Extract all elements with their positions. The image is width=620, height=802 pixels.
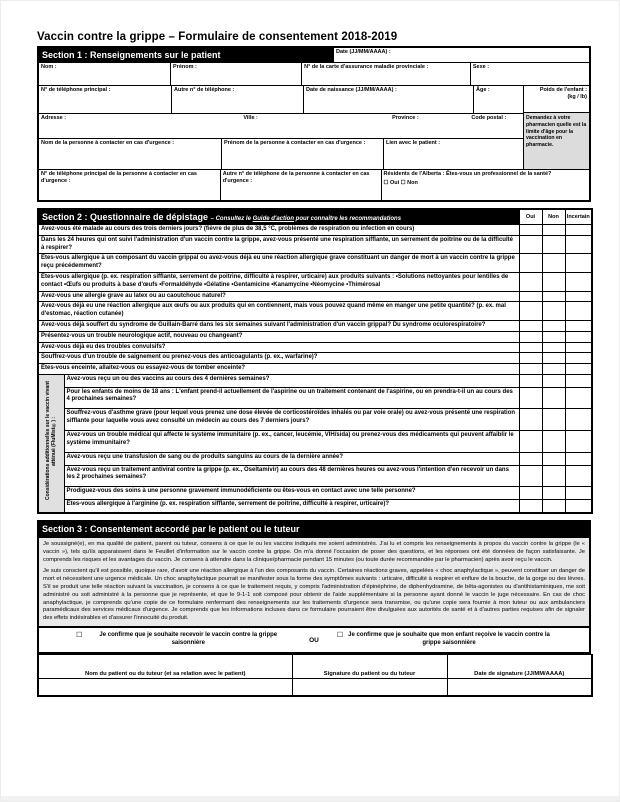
checkbox-child-icon[interactable]: ☐ bbox=[336, 632, 344, 640]
signature-label: Signature du patient ou du tuteur bbox=[292, 655, 447, 679]
question-text: Avez-vous déjà eu une réaction allergique aux œufs ou aux produits qui en contiennent, mais vous pouvez quand même en manger une petite quantité? (p. ex. mal d'estomac, réaction cutanée) bbox=[38, 302, 519, 321]
other-phone-field[interactable]: Autre n° de téléphone : bbox=[171, 86, 303, 113]
patient-name-label: Nom du patient ou du tuteur (et sa relation avec le patient) bbox=[38, 655, 292, 679]
question-row bbox=[38, 364, 592, 375]
consent-paragraph-1: Je soussigné(e), en ma qualité de patient, parent ou tuteur, consens à ce que le ou les vaccins indiqués me soient administrés. J'ai lu et compris les renseignements à propos du vaccin contre la grippe (le « vaccin »), tels qu'ils apparaissent dans le Feuillet d'information sur le vaccin contre la grippe. On m'a donné l'occasion de poser des questions, et les réponses ont été données de façon satisfaisante. Je comprends les risques et les avantages du vaccin. Je consens à attendre dans la clinique/pharmacie pendant 15 minutes (ou toute durée recommandée par le pharmacien) après avoir reçu le vaccin. bbox=[43, 540, 585, 563]
answer-cell-incertain[interactable] bbox=[565, 374, 592, 387]
address-field[interactable]: Adresse : bbox=[41, 115, 67, 121]
answer-cell-non[interactable] bbox=[542, 353, 565, 364]
answer-cell-oui[interactable] bbox=[519, 409, 542, 431]
answer-cell-incertain[interactable] bbox=[565, 291, 592, 302]
signature-input[interactable] bbox=[292, 679, 447, 696]
address-row-cell[interactable] bbox=[39, 114, 523, 138]
answer-cell-incertain[interactable] bbox=[565, 331, 592, 342]
answer-cell-oui[interactable] bbox=[519, 254, 542, 273]
section2-title: Section 2 : Questionnaire de dépistage – Consultez le Guide d'action pour connaître les recommandations bbox=[38, 209, 519, 225]
answer-cell-incertain[interactable] bbox=[565, 272, 592, 291]
question-row bbox=[38, 431, 592, 453]
question-row bbox=[38, 453, 592, 466]
answer-cell-oui[interactable] bbox=[519, 431, 542, 453]
section1-title: Section 1 : Renseignements sur le patient bbox=[39, 48, 333, 62]
answer-cell-incertain[interactable] bbox=[565, 364, 592, 375]
row-identity bbox=[39, 62, 589, 85]
consent-text-block bbox=[37, 538, 591, 628]
flumist-rotated-label: Considérations additionnelles sur le vaccin vivant atténué (FluMist®) : bbox=[38, 374, 64, 513]
answer-cell-non[interactable] bbox=[542, 320, 565, 331]
section3-title: Section 3 : Consentement accordé par le patient ou le tuteur bbox=[37, 520, 591, 538]
date-field[interactable]: Date (JJ/MM/AAAA) : bbox=[333, 48, 589, 62]
consent-child-label: Je confirme que je souhaite que mon enfant reçoive le vaccin contre la grippe saisonnière bbox=[348, 632, 550, 647]
page-title: Vaccin contre la grippe – Formulaire de consentement 2018-2019 bbox=[37, 31, 398, 43]
question-text: Pour les enfants de moins de 18 ans : L'enfant prend-il actuellement de l'aspirine ou un traitement contenant de l'aspirine, ou en prendra-t-il un au cours des 4 prochaines semaines? bbox=[64, 387, 519, 409]
answer-cell-oui[interactable] bbox=[519, 465, 542, 487]
emergency-name-field[interactable]: Nom de la personne à contacter en cas d'urgence : bbox=[41, 140, 175, 146]
answer-cell-non[interactable] bbox=[542, 465, 565, 487]
or-label: OU bbox=[309, 636, 319, 644]
patient-name-input[interactable] bbox=[38, 679, 292, 696]
signature-table bbox=[37, 654, 593, 697]
main-phone-field[interactable]: N° de téléphone principal : bbox=[41, 87, 111, 93]
column-header-non: Non bbox=[542, 209, 565, 225]
question-text: Prodiguez-vous des soins à une personne gravement immunodéficiente ou êtes-vous en contact avec une telle personne? bbox=[64, 487, 519, 500]
question-text: Êtes-vous enceinte, allaitez-vous ou essayez-vous de tomber enceinte? bbox=[38, 364, 519, 375]
question-row bbox=[38, 291, 592, 302]
question-text: Avez-vous déjà souffert du syndrome de Guillain-Barré dans les six semaines suivant l'administration d'un vaccin grippal? Du syndrome oculorespiratoire? bbox=[38, 320, 519, 331]
question-row bbox=[38, 254, 592, 273]
question-text: Avez-vous une allergie grave au latex ou au caoutchouc naturel? bbox=[38, 291, 519, 302]
question-row bbox=[38, 272, 592, 291]
question-row bbox=[38, 500, 592, 513]
guide-action-link[interactable]: Guide d'action bbox=[252, 216, 295, 222]
answer-cell-incertain[interactable] bbox=[565, 320, 592, 331]
answer-cell-incertain[interactable] bbox=[565, 500, 592, 513]
column-header-incertain: Incertain bbox=[565, 209, 592, 225]
row-emergency-contact bbox=[39, 138, 523, 169]
answer-cell-oui[interactable] bbox=[519, 291, 542, 302]
answer-cell-incertain[interactable] bbox=[565, 409, 592, 431]
answer-cell-non[interactable] bbox=[542, 302, 565, 321]
signature-date-label: Date de signature (JJ/MM/AAAA) bbox=[447, 655, 592, 679]
row-phones bbox=[39, 86, 523, 113]
answer-cell-non[interactable] bbox=[542, 409, 565, 431]
question-row bbox=[38, 465, 592, 487]
pharmacy-age-note: Demandez à votre pharmacien quelle est la limite d'âge pour la vaccination en pharmacie. bbox=[524, 113, 589, 169]
consent-self-label: Je confirme que je souhaite recevoir le vaccin contre la grippe saisonnière bbox=[99, 632, 278, 647]
answer-cell-incertain[interactable] bbox=[565, 487, 592, 500]
question-text: Avez-vous reçu un ou des vaccins au cours des 4 dernières semaines? bbox=[64, 374, 519, 387]
answer-cell-non[interactable] bbox=[542, 225, 565, 236]
answer-cell-oui[interactable] bbox=[519, 453, 542, 466]
answer-cell-oui[interactable] bbox=[519, 272, 542, 291]
answer-cell-oui[interactable] bbox=[519, 353, 542, 364]
signature-date-input[interactable] bbox=[447, 679, 592, 696]
answer-cell-incertain[interactable] bbox=[565, 342, 592, 353]
question-text: Dans les 24 heures qui ont suivi l'administration d'un vaccin contre la grippe, avez-vous présenté une respiration sifflante, un serrement de poitrine ou de la difficulté à respirer? bbox=[38, 235, 519, 254]
row-address bbox=[39, 113, 523, 138]
consent-option-self[interactable] bbox=[76, 632, 291, 648]
health-card-field[interactable]: N° de la carte d'assurance maladie provinciale : bbox=[301, 63, 470, 85]
section3-consent bbox=[37, 520, 591, 697]
answer-cell-non[interactable] bbox=[542, 342, 565, 353]
section1-header-row bbox=[39, 48, 589, 62]
answer-cell-oui[interactable] bbox=[519, 342, 542, 353]
answer-cell-oui[interactable] bbox=[519, 331, 542, 342]
answer-cell-non[interactable] bbox=[542, 272, 565, 291]
answer-cell-non[interactable] bbox=[542, 291, 565, 302]
answer-cell-non[interactable] bbox=[542, 254, 565, 273]
alberta-yes-no-checkboxes[interactable]: ☐ Oui ☐ Non bbox=[383, 179, 418, 186]
consent-paragraph-2: Je suis conscient qu'il est possible, quoique rare, d'avoir une réaction allergique à l'un des composants du vaccin. Certaines réactions graves, appelées « choc anaphylactique », peuvent constituer un danger de mort et nécessitent une urgence médicale. Un choc anaphylactique pourrait se manifester sous la forme des symptômes suivants : urticaire, difficulté à respirer et enflure de la bouche, de la gorge ou des lèvres. S'il se produit une telle réaction suivant la vaccination, je consens à ce que le traitement requis, y compris l'administration d'épinéphrine, de diphenhydramine, de bêta-agonistes ou d'antihistaminiques, me soit administré ou soit administré à la personne que je représente, et que le 9-1-1 soit composé pour obtenir de l'aide supplémentaire si la personne ayant donné le vaccin le juge nécessaire. En cas de choc anaphylactique, je comprends qu'une copie de ce formulaire renfermant des renseignements sur les traitements d'urgence sera transmise, ou qu'une copie sera fournie à mon tuteur ou aux ambulanciers paramédicaux des services médicaux d'urgence. Je comprends que les informations incluses dans ce formulaire pourraient être divulguées aux autorités de santé et à d'autres parties requises afin de signaler des effets indésirables et d'assurer l'innocuité du produit. bbox=[43, 568, 585, 622]
answer-cell-oui[interactable] bbox=[519, 364, 542, 375]
consent-checkbox-row bbox=[37, 628, 591, 654]
province-field[interactable]: Province : bbox=[392, 115, 419, 121]
signature-label-row bbox=[38, 655, 592, 679]
answer-cell-non[interactable] bbox=[542, 374, 565, 387]
question-row bbox=[38, 353, 592, 364]
first-name-field[interactable]: Prénom : bbox=[170, 63, 301, 85]
consent-option-child[interactable] bbox=[337, 632, 552, 648]
answer-cell-incertain[interactable] bbox=[565, 387, 592, 409]
answer-cell-non[interactable] bbox=[542, 387, 565, 409]
question-row bbox=[38, 374, 592, 387]
last-name-field[interactable]: Nom : bbox=[41, 64, 57, 70]
row-emergency-phones bbox=[39, 169, 589, 200]
emergency-main-phone-field[interactable]: N° de téléphone principal de la personne à contacter en cas d'urgence : bbox=[41, 171, 197, 184]
question-text: Êtes-vous allergique à l'arginine (p. ex. respiration sifflante, serrement de poitrine, difficulté à respirer, urticaire)? bbox=[64, 500, 519, 513]
answer-cell-oui[interactable] bbox=[519, 500, 542, 513]
answer-cell-oui[interactable] bbox=[519, 387, 542, 409]
answer-cell-non[interactable] bbox=[542, 500, 565, 513]
alberta-question-cell bbox=[381, 170, 589, 200]
answer-cell-non[interactable] bbox=[542, 487, 565, 500]
answer-cell-incertain[interactable] bbox=[565, 353, 592, 364]
question-text: Avez-vous reçu un traitement antiviral contre la grippe (p. ex., Oseltamivir) au cours des 48 dernières heures ou avez-vous l'intention d'en recevoir un dans les 2 prochaines semaines? bbox=[64, 465, 519, 487]
question-text: Êtes-vous allergique (p. ex. respiration sifflante, serrement de poitrine, difficulté à respirer, urticaire) aux produits suivants : •Solutions nettoyantes pour lentilles de contact •Œufs ou produits à base d'œufs •Formaldéhyde •Gélatine •Gentamicine •Kanamycine •Néomycine •Thimérosal bbox=[38, 272, 519, 291]
answer-cell-oui[interactable] bbox=[519, 374, 542, 387]
section1-patient-info bbox=[37, 46, 591, 202]
answer-cell-incertain[interactable] bbox=[565, 453, 592, 466]
question-row bbox=[38, 302, 592, 321]
question-row bbox=[38, 225, 592, 236]
guide-action-note: – Consultez le Guide d'action pour connaître les recommandations bbox=[210, 216, 402, 222]
answer-cell-incertain[interactable] bbox=[565, 225, 592, 236]
question-row bbox=[38, 235, 592, 254]
checkbox-self-icon[interactable]: ☐ bbox=[76, 632, 83, 640]
section2-screening-questionnaire bbox=[37, 208, 593, 514]
answer-cell-incertain[interactable] bbox=[565, 235, 592, 254]
child-weight-field[interactable]: Poids de l'enfant : (kg / lb) bbox=[524, 86, 589, 113]
question-row bbox=[38, 342, 592, 353]
answer-cell-non[interactable] bbox=[542, 364, 565, 375]
alberta-question: Résidents de l'Alberta : Êtes-vous un professionnel de la santé? bbox=[383, 171, 552, 177]
section1-middle bbox=[39, 85, 589, 169]
question-row bbox=[38, 331, 592, 342]
answer-cell-oui[interactable] bbox=[519, 235, 542, 254]
city-field[interactable]: Ville : bbox=[243, 115, 258, 121]
birthdate-field[interactable]: Date de naissance (JJ/MM/AAAA) : bbox=[303, 86, 473, 113]
section2-header-row bbox=[38, 209, 592, 225]
question-text: Avez-vous un trouble médical qui affecte le système immunitaire (p. ex., cancer, leucémie, VIH/sida) ou prenez-vous des médicaments qui peuvent affaiblir le système immunitaire? bbox=[64, 431, 519, 453]
question-text: Avez-vous été malade au cours des trois derniers jours? (fièvre de plus de 38,5 °C, problèmes de respiration ou infection en cours) bbox=[38, 225, 519, 236]
age-field[interactable]: Âge : bbox=[473, 86, 523, 113]
signature-entry-row bbox=[38, 679, 592, 696]
answer-cell-non[interactable] bbox=[542, 453, 565, 466]
answer-cell-incertain[interactable] bbox=[565, 465, 592, 487]
answer-cell-oui[interactable] bbox=[519, 302, 542, 321]
answer-cell-non[interactable] bbox=[542, 431, 565, 453]
sex-field[interactable]: Sexe : bbox=[470, 63, 589, 85]
answer-cell-incertain[interactable] bbox=[565, 254, 592, 273]
question-text: Avez-vous reçu une transfusion de sang ou de produits sanguins au cours de la dernière année? bbox=[64, 453, 519, 466]
emergency-other-phone-field[interactable]: Autre n° de téléphone de la personne à contacter en cas d'urgence : bbox=[220, 170, 381, 200]
column-header-oui: Oui bbox=[519, 209, 542, 225]
question-text: Êtes-vous allergique à un composant du vaccin grippal ou avez-vous déjà eu une réaction allergique grave constituant un danger de mort à un vaccin contre la grippe reçu précédemment? bbox=[38, 254, 519, 273]
answer-cell-incertain[interactable] bbox=[565, 431, 592, 453]
answer-cell-oui[interactable] bbox=[519, 320, 542, 331]
answer-cell-non[interactable] bbox=[542, 331, 565, 342]
question-text: Présentez-vous un trouble neurologique actif, nouveau ou changeant? bbox=[38, 331, 519, 342]
answer-cell-oui[interactable] bbox=[519, 487, 542, 500]
question-text: Souffrez-vous d'un trouble de saignement ou prenez-vous des anticoagulants (p. ex., warfarine)? bbox=[38, 353, 519, 364]
postal-code-field[interactable]: Code postal : bbox=[471, 115, 507, 121]
question-row bbox=[38, 409, 592, 431]
emergency-firstname-field[interactable]: Prénom de la personne à contacter en cas d'urgence : bbox=[221, 139, 383, 169]
answer-cell-oui[interactable] bbox=[519, 225, 542, 236]
relationship-field[interactable]: Lien avec le patient : bbox=[383, 139, 523, 169]
question-row bbox=[38, 487, 592, 500]
question-text: Souffrez-vous d'asthme grave (pour lequel vous prenez une dose élevée de corticostéroïdes inhalés ou par voie orale) ou avez-vous présenté une respiration sifflante pour laquelle vous avez consulté un médecin au cours des 7 derniers jours? bbox=[64, 409, 519, 431]
page-bottom-edge bbox=[1, 796, 619, 801]
question-row bbox=[38, 387, 592, 409]
question-text: Avez-vous déjà eu des troubles convulsifs? bbox=[38, 342, 519, 353]
answer-cell-incertain[interactable] bbox=[565, 302, 592, 321]
question-row bbox=[38, 320, 592, 331]
section1-right-column bbox=[523, 86, 589, 169]
answer-cell-non[interactable] bbox=[542, 235, 565, 254]
